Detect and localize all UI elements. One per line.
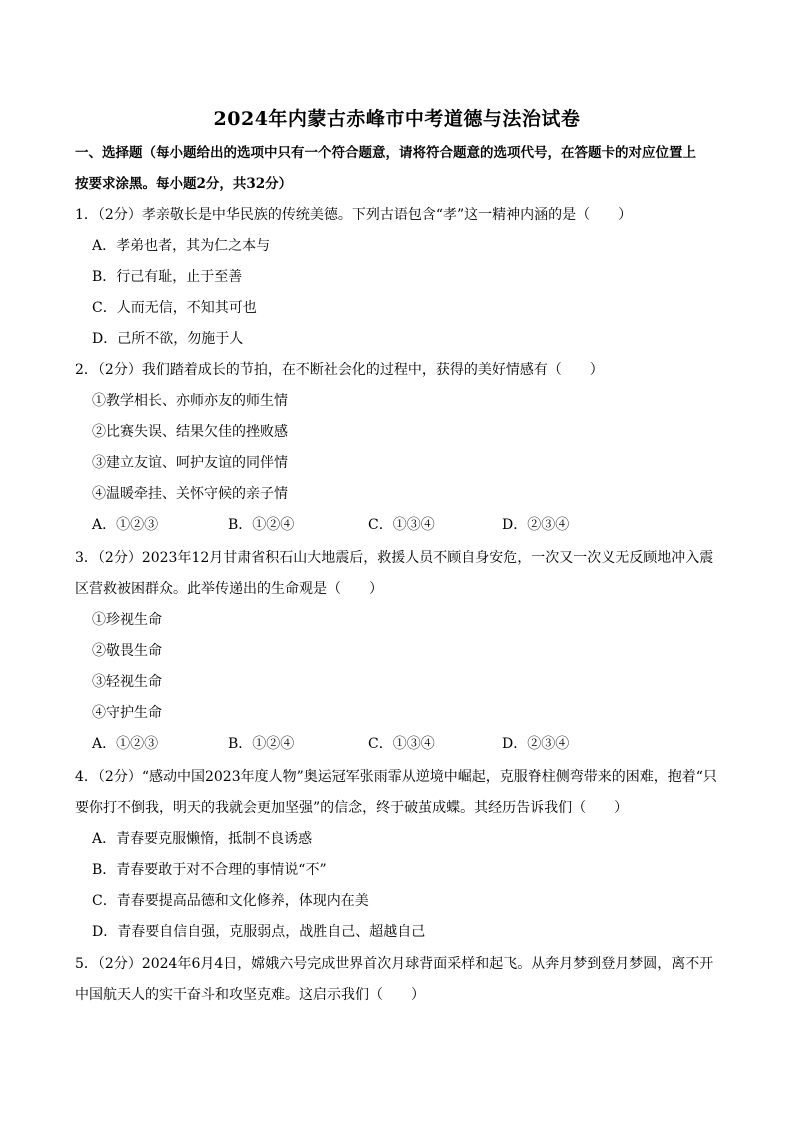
question-3-stem-line-1: 3．（2分）2023年12月甘肃省积石山大地震后，救援人员不顾自身安危，一次又一次义无反顾地冲入震	[75, 550, 714, 566]
question-1-option-c: C．人而无信，不知其可也	[92, 300, 257, 316]
question-2-choice-d: D．②③④	[502, 517, 570, 533]
question-2-item-3: ③建立友谊、呵护友谊的同伴情	[92, 455, 288, 471]
question-4-option-d: D．青春要自信自强，克服弱点，战胜自己、超越自己	[92, 924, 426, 940]
question-2-choice-a: A．①②③	[92, 517, 159, 533]
page-title: 2024年内蒙古赤峰市中考道德与法治试卷	[213, 108, 581, 130]
question-4-option-b: B．青春要敢于对不合理的事情说“不”	[92, 862, 327, 878]
question-4-option-a: A．青春要克服懒惰，抵制不良诱惑	[92, 831, 313, 847]
question-2-choice-c: C．①③④	[368, 517, 435, 533]
question-5-stem-line-2: 中国航天人的实干奋斗和攻坚克难。这启示我们（ ）	[75, 987, 425, 1003]
question-3-item-4: ④守护生命	[92, 705, 162, 721]
question-2-stem: 2．（2分）我们踏着成长的节拍，在不断社会化的过程中，获得的美好情感有（ ）	[75, 362, 604, 378]
question-3-item-1: ①珍视生命	[92, 612, 162, 628]
section-instruction-line-2: 按要求涂黑。每小题2分，共32分）	[75, 176, 293, 192]
question-2-choice-b: B．①②④	[228, 517, 295, 533]
question-2-item-2: ②比赛失误、结果欠佳的挫败感	[92, 424, 288, 440]
question-1-option-b: B．行己有耻，止于至善	[92, 269, 243, 285]
question-3-item-3: ③轻视生命	[92, 674, 162, 690]
section-instruction-line-1: 一、选择题（每小题给出的选项中只有一个符合题意，请将符合题意的选项代号，在答题卡的对应位置上	[75, 145, 696, 161]
question-5-stem-line-1: 5．（2分）2024年6月4日，嫦娥六号完成世界首次月球背面采样和起飞。从奔月梦到登月梦圆，离不开	[75, 956, 714, 972]
question-2-item-1: ①教学相长、亦师亦友的师生情	[92, 393, 288, 409]
question-3-choice-a: A．①②③	[92, 736, 159, 752]
question-3-choice-d: D．②③④	[502, 736, 570, 752]
question-4-option-c: C．青春要提高品德和文化修养，体现内在美	[92, 893, 369, 909]
question-1-option-a: A．孝弟也者，其为仁之本与	[92, 238, 271, 254]
question-2-choices	[92, 514, 722, 536]
question-3-choices	[92, 733, 722, 755]
question-2-item-4: ④温暖牵挂、关怀守候的亲子情	[92, 486, 288, 502]
question-3-item-2: ②敬畏生命	[92, 643, 162, 659]
question-4-stem-line-2: 要你打不倒我，明天的我就会更加坚强”的信念，终于破茧成蝶。其经历告诉我们（ ）	[75, 800, 629, 816]
question-3-stem-line-2: 区营救被困群众。此举传递出的生命观是（ ）	[75, 581, 383, 597]
question-4-stem-line-1: 4．（2分）“感动中国2023年度人物”奥运冠军张雨霏从逆境中崛起，克服脊柱侧弯带来的困难，抱着“只	[75, 769, 717, 785]
question-1-option-d: D．己所不欲，勿施于人	[92, 331, 244, 347]
question-1-stem: 1．（2分）孝亲敬长是中华民族的传统美德。下列古语包含“孝”这一精神内涵的是（ ）	[75, 207, 633, 223]
question-3-choice-c: C．①③④	[368, 736, 435, 752]
question-3-choice-b: B．①②④	[228, 736, 295, 752]
